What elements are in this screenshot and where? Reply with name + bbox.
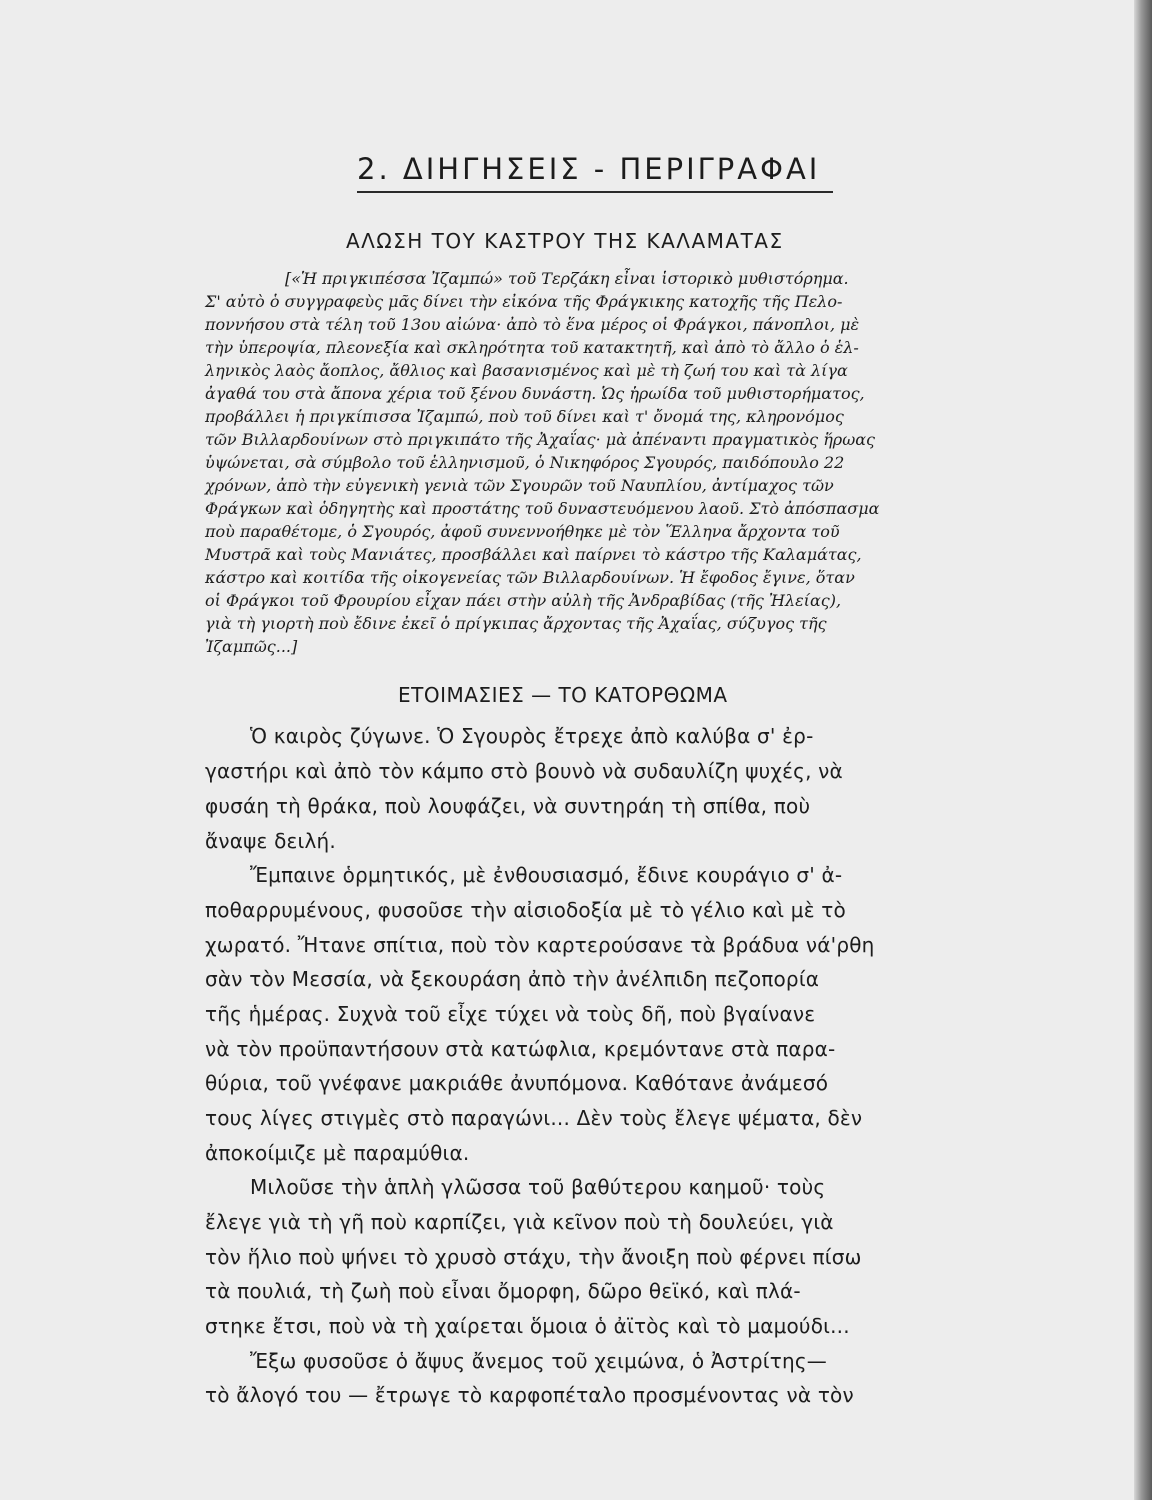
body-line: τὰ πουλιά, τὴ ζωὴ ποὺ εἶναι ὄμορφη, δῶρο θεϊκό, καὶ πλά-	[205, 1279, 801, 1303]
body-line: ἄναψε δειλή.	[205, 829, 336, 853]
intro-line: τῶν Βιλλαρδουίνων στὸ πριγκιπάτο τῆς Ἀχαΐας· μὰ ἀπέναντι πραγματικὸς ἥρωας	[205, 430, 875, 449]
body-line: Ὁ καιρὸς ζύγωνε. Ὁ Σγουρὸς ἔτρεχε ἀπὸ καλύβα σ' ἐρ-	[250, 724, 814, 748]
body-line: γαστήρι καὶ ἀπὸ τὸν κάμπο στὸ βουνὸ νὰ συδαυλίζη ψυχές, νὰ	[205, 759, 843, 783]
body-line: τὸν ἥλιο ποὺ ψήνει τὸ χρυσὸ στάχυ, τὴν ἄνοιξη ποὺ φέρνει πίσω	[205, 1245, 862, 1269]
body-line: Μιλοῦσε τὴν ἁπλὴ γλῶσσα τοῦ βαθύτερου καημοῦ· τοὺς	[250, 1175, 826, 1199]
intro-line: ὑψώνεται, σὰ σύμβολο τοῦ ἑλληνισμοῦ, ὁ Νικηφόρος Σγουρός, παιδόπουλο 22	[205, 453, 845, 472]
intro-line: χρόνων, ἀπὸ τὴν εὐγενικὴ γενιὰ τῶν Σγουρῶν τοῦ Ναυπλίου, ἀντίμαχος τῶν	[205, 476, 834, 495]
chapter-heading: 2. ΔΙΗΓΗΣΕΙΣ - ΠΕΡΙΓΡΑΦΑΙ	[357, 152, 821, 186]
body-line: θύρια, τοῦ γνέφανε μακριάθε ἀνυπόμονα. Καθότανε ἀνάμεσό	[205, 1071, 829, 1095]
body-line: ἀποκοίμιζε μὲ παραμύθια.	[205, 1141, 470, 1165]
body-line: σὰν τὸν Μεσσία, νὰ ξεκουράση ἀπὸ τὴν ἀνέλπιδη πεζοπορία	[205, 967, 820, 991]
excerpt-title: ΑΛΩΣΗ ΤΟΥ ΚΑΣΤΡΟΥ ΤΗΣ ΚΑΛΑΜΑΤΑΣ	[346, 229, 784, 253]
body-line: τῆς ἡμέρας. Συχνὰ τοῦ εἶχε τύχει νὰ τοὺς δῆ, ποὺ βγαίνανε	[205, 1002, 816, 1026]
body-line: στηκε ἔτσι, ποὺ νὰ τὴ χαίρεται ὅμοια ὁ ἀϊτὸς καὶ τὸ μαμούδι...	[205, 1314, 850, 1338]
intro-line: ποὺ παραθέτομε, ὁ Σγουρός, ἀφοῦ συνεννοήθηκε μὲ τὸν Ἕλληνα ἄρχοντα τοῦ	[205, 522, 840, 541]
body-line: ποθαρρυμένους, φυσοῦσε τὴν αἰσιοδοξία μὲ τὸ γέλιο καὶ μὲ τὸ	[205, 898, 846, 922]
intro-line: Φράγκων καὶ ὁδηγητὴς καὶ προστάτης τοῦ δυναστευόμενου λαοῦ. Στὸ ἀπόσπασμα	[205, 499, 880, 518]
body-line: Ἔμπαινε ὁρμητικός, μὲ ἐνθουσιασμό, ἔδινε κουράγιο σ' ἀ-	[250, 863, 843, 887]
body-line: τὸ ἄλογό του — ἔτρωγε τὸ καρφοπέταλο προσμένοντας νὰ τὸν	[205, 1383, 854, 1407]
intro-line: οἱ Φράγκοι τοῦ Φρουρίου εἶχαν πάει στὴν αὐλὴ τῆς Ἀνδραβίδας (τῆς Ἠλείας),	[205, 591, 842, 610]
body-line: νὰ τὸν προϋπαντήσουν στὰ κατώφλια, κρεμόντανε στὰ παρα-	[205, 1037, 836, 1061]
body-line: χωρατό. Ἤτανε σπίτια, ποὺ τὸν καρτερούσανε τὰ βράδυα νά'ρθη	[205, 933, 875, 957]
body-line: φυσάη τὴ θράκα, ποὺ λουφάζει, νὰ συντηράη τὴ σπίθα, ποὺ	[205, 794, 811, 818]
section-title: ΕΤΟΙΜΑΣΙΕΣ — ΤΟ ΚΑΤΟΡΘΩΜΑ	[398, 683, 728, 707]
intro-line: προβάλλει ἡ πριγκίπισσα Ἰζαμπώ, ποὺ τοῦ δίνει καὶ τ' ὄνομά της, κληρονόμος	[205, 407, 844, 426]
intro-line: τὴν ὑπεροψία, πλεονεξία καὶ σκληρότητα τοῦ κατακτητῆ, καὶ ἀπὸ τὸ ἄλλο ὁ ἑλ-	[205, 338, 859, 357]
intro-line: Μυστρᾶ καὶ τοὺς Μανιάτες, προσβάλλει καὶ παίρνει τὸ κάστρο τῆς Καλαμάτας,	[205, 545, 862, 564]
body-line: τους λίγες στιγμὲς στὸ παραγώνι... Δὲν τοὺς ἔλεγε ψέματα, δὲν	[205, 1106, 863, 1130]
intro-line: Σ' αὐτὸ ὁ συγγραφεὺς μᾶς δίνει τὴν εἰκόνα τῆς Φράγκικης κατοχῆς τῆς Πελο-	[205, 292, 843, 311]
intro-line: γιὰ τὴ γιορτὴ ποὺ ἔδινε ἐκεῖ ὁ πρίγκιπας ἄρχοντας τῆς Ἀχαΐας, σύζυγος τῆς	[205, 614, 827, 633]
intro-line: ληνικὸς λαὸς ἄοπλος, ἄθλιος καὶ βασανισμένος καὶ μὲ τὴ ζωή του καὶ τὰ λίγα	[205, 361, 848, 380]
page-binding-edge	[1134, 0, 1152, 1500]
body-line: Ἔξω φυσοῦσε ὁ ἄψυς ἄνεμος τοῦ χειμώνα, ὁ Ἀστρίτης—	[250, 1349, 827, 1373]
intro-line: ποννήσου στὰ τέλη τοῦ 13ου αἰώνα· ἀπὸ τὸ ἕνα μέρος οἱ Φράγκοι, πάνοπλοι, μὲ	[205, 315, 860, 334]
intro-line: ἀγαθά του στὰ ἄπονα χέρια τοῦ ξένου δυνάστη. Ὡς ἡρωίδα τοῦ μυθιστορήματος,	[205, 384, 865, 403]
intro-line: [«Ἡ πριγκιπέσσα Ἰζαμπώ» τοῦ Τερζάκη εἶναι ἱστορικὸ μυθιστόρημα.	[285, 269, 849, 288]
body-line: ἔλεγε γιὰ τὴ γῆ ποὺ καρπίζει, γιὰ κεῖνον ποὺ τὴ δουλεύει, γιὰ	[205, 1210, 834, 1234]
heading-underline	[357, 191, 833, 193]
intro-line: Ἰζαμπῶς...]	[205, 637, 298, 656]
intro-line: κάστρο καὶ κοιτίδα τῆς οἰκογενείας τῶν Βιλλαρδουίνων. Ἡ ἔφοδος ἔγινε, ὅταν	[205, 568, 855, 587]
